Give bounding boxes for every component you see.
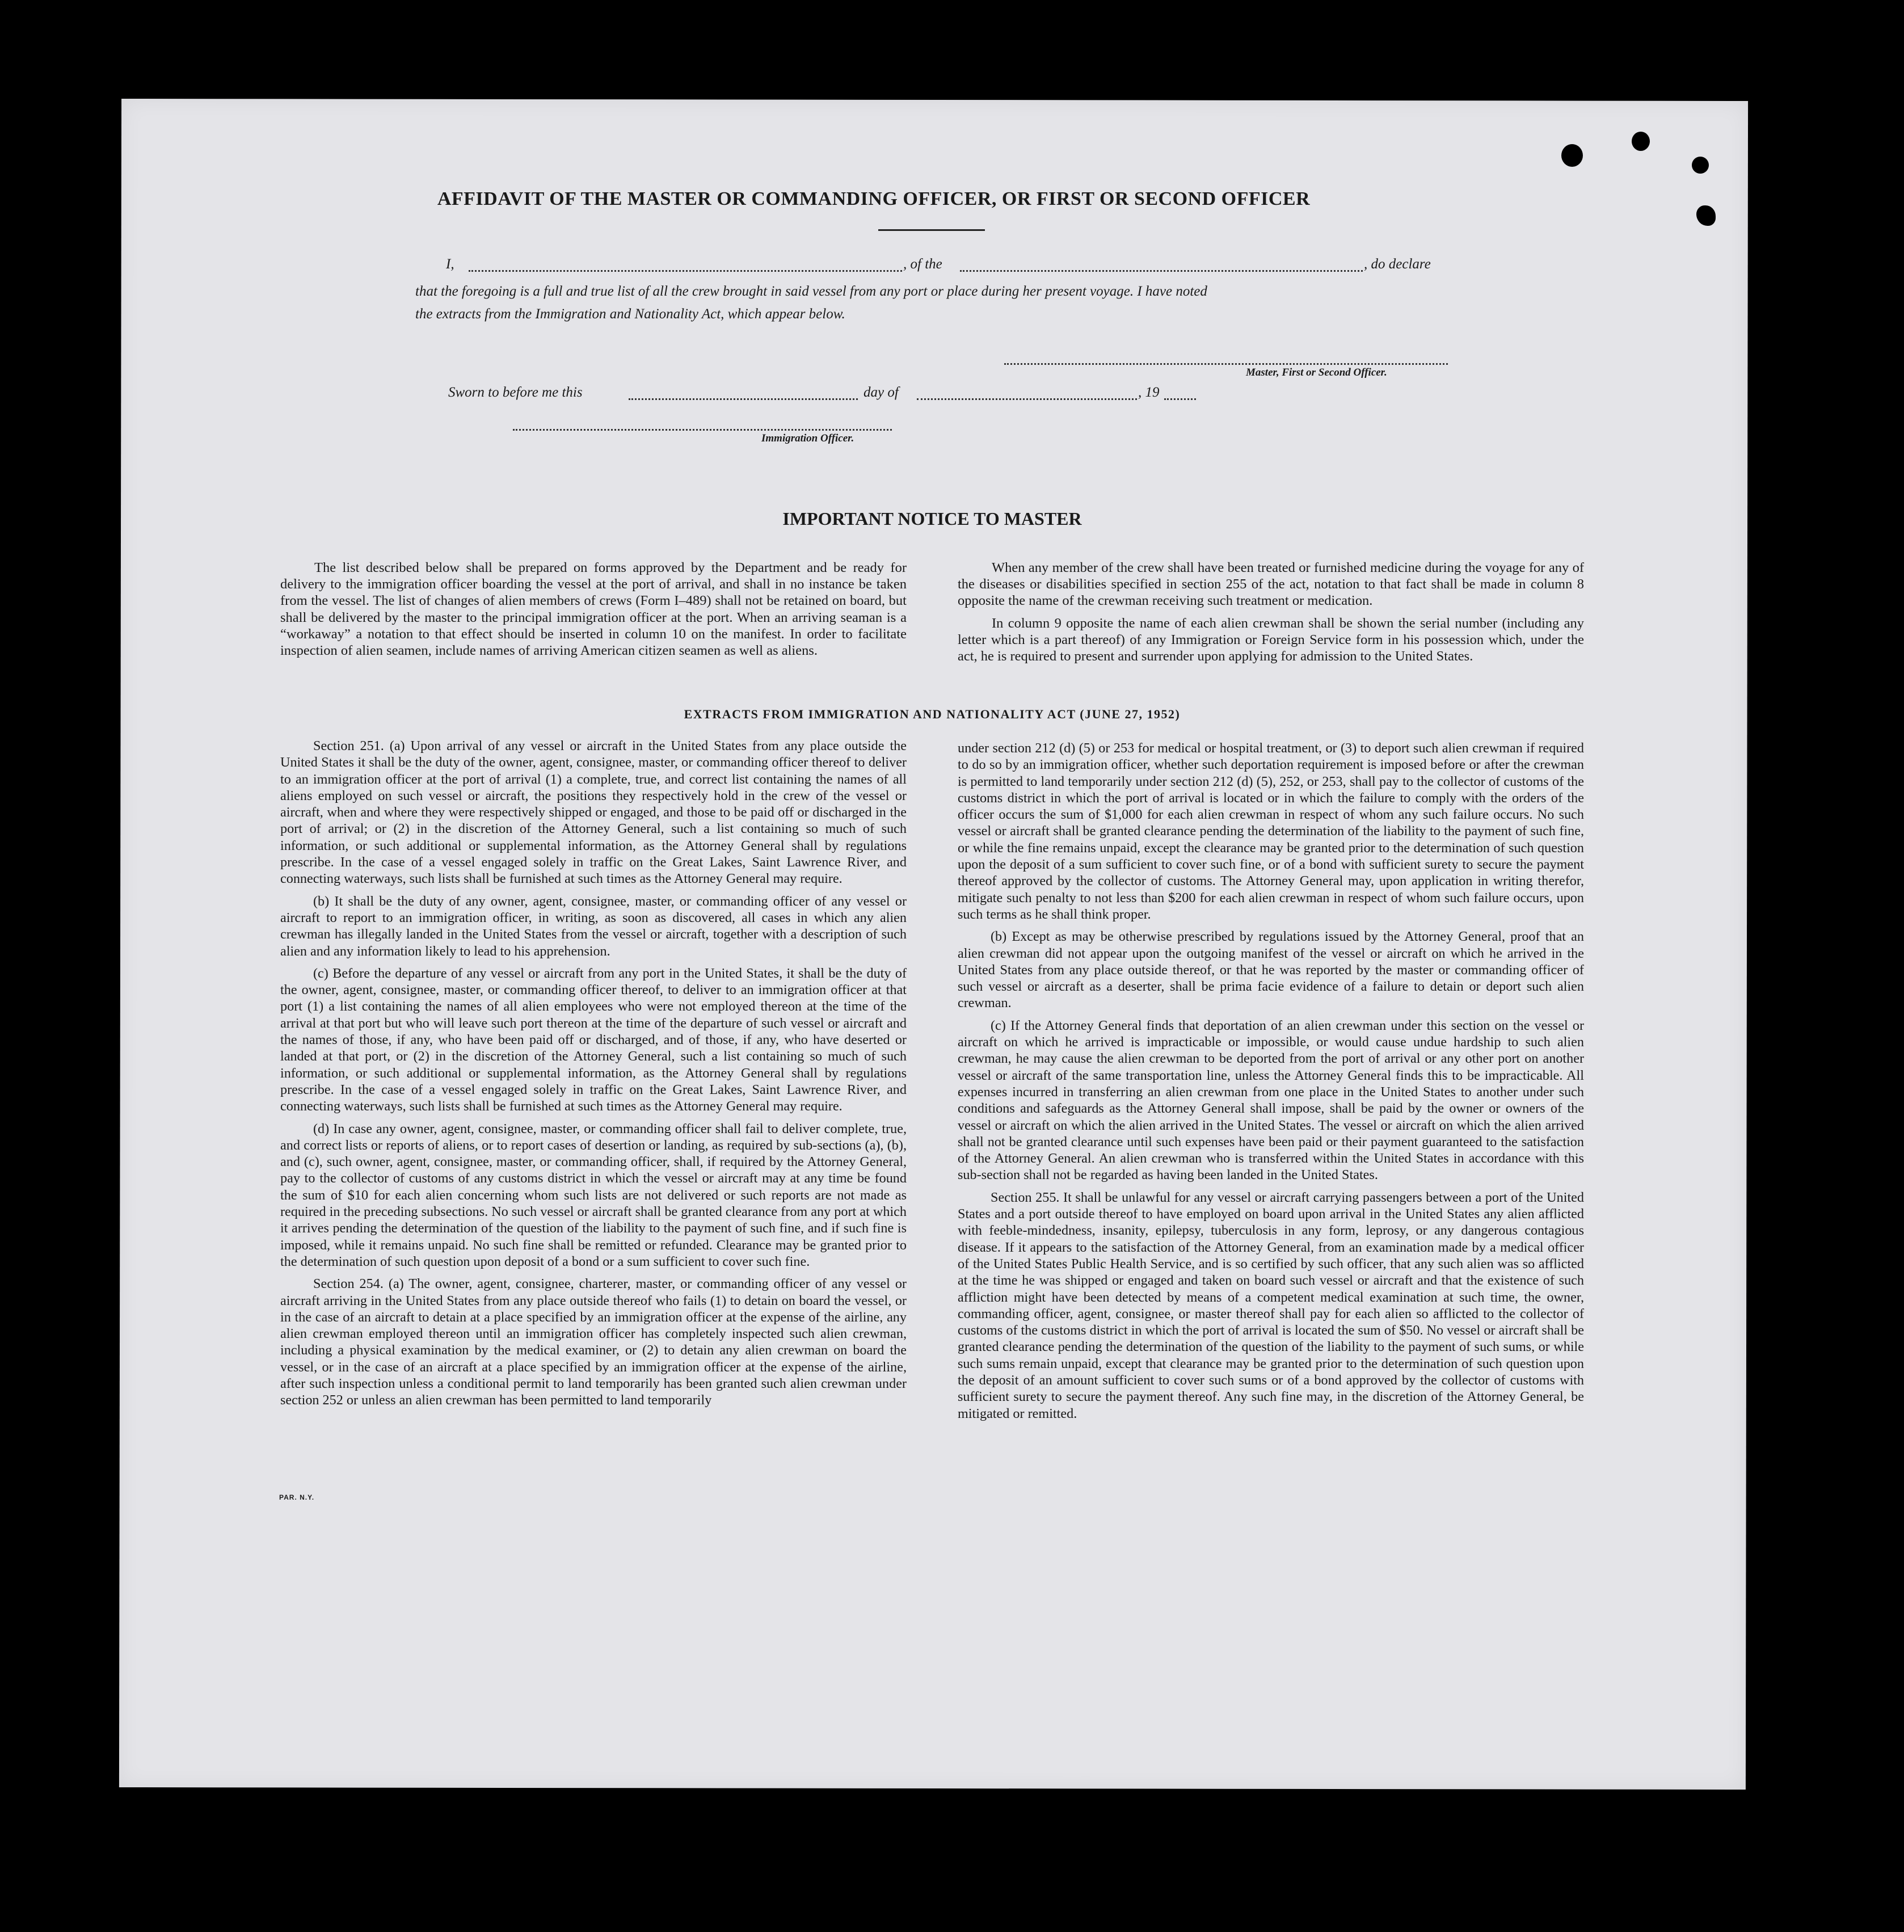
notice-right-block [958, 559, 1584, 670]
statement-line-1: that the foregoing is a full and true list of all the crew brought in said vessel from any port or place during her present voyage. I have noted [415, 284, 1207, 299]
notice-left-paragraph [280, 559, 907, 664]
section-254-b: (b) Except as may be otherwise prescribed by regulations issued by the Attorney General, proof that an alien crewman did not appear upon the outgoing manifest of the vessel or aircraft on which he arrived in the United States from any place outside thereof, or that he was reported by the master or commanding officer of such vessel or aircraft as a deserter, shall be prima facie evidence of a failure to detain or deport such alien crewman. [958, 929, 1584, 1011]
title-divider [878, 229, 985, 231]
section-251-d: (d) In case any owner, agent, consignee, master, or commanding officer shall fail to deliver complete, true, and correct lists or reports of aliens, or to report cases of desertion or landing, as required by sub-sections (a), (b), and (c), such owner, agent, consignee, master, or commanding officer, shall, if required by the Attorney General, pay to the collector of customs of any customs district in which the vessel or aircraft may at any time be found the sum of $10 for each alien concerning whom such lists are not delivered or such reports are not made as required in the preceding subsections. No such vessel or aircraft shall be granted clearance from any port at which it arrives pending the determination of the question of the liability to the payment of such fine, and if such fine is imposed, while it remains unpaid. No such fine shall be remitted or refunded. Clearance may be granted prior to the determination of such question upon deposit of a bond or a sum sufficient to cover such fine. [280, 1121, 907, 1269]
year-label: , 19 [1138, 385, 1160, 400]
day-of-label: day of [863, 385, 899, 400]
section-251-a: Section 251. (a) Upon arrival of any vessel or aircraft in the United States from any place outside the United States it shall be the duty of the owner, agent, consignee, master, or commanding officer thereof to deliver to an immigration officer at the port of arrival (1) a complete, true, and correct list containing the names of all aliens employed on such vessel or aircraft, the positions they respectively hold in the crew of the vessel or aircraft, when and where they were respectively shipped or engaged, and those to be paid off or discharged in the port of arrival; or (2) in the discretion of the Attorney General, such a list containing so much of such information, or such additional or supplemental information, as the Attorney General shall by regulations prescribe. In the case of a vessel engaged solely in traffic on the Great Lakes, Saint Lawrence River, and connecting waterways, such lists shall be furnished at such times as the Attorney General may require. [280, 738, 907, 887]
notice-right-text-2: In column 9 opposite the name of each alien crewman shall be shown the serial number (including any letter which is a part thereof) of any Immigration or Foreign Service form in his possession which, under the act, he is required to present and surrender upon applying for admission to the United States. [958, 615, 1584, 664]
section-255: Section 255. It shall be unlawful for any vessel or aircraft carrying passengers between a port of the United States and a port outside thereof to have employed on board upon arrival in the United States any alien afflicted with feeble-mindedness, insanity, epilepsy, tuberculosis in any form, leprosy, or any dangerous contagious disease. If it appears to the satisfaction of the Attorney General, from an examination made by a medical officer of the United States Public Health Service, and is so certified by such officer, that any such alien was so afflicted at the time he was shipped or engaged and taken on board such vessel or aircraft and that the existence of such affliction might have been detected by means of a competent medical examination at such time, the owner, commanding officer, agent, consignee, or master thereof shall pay for each alien so afflicted to the collector of customs of the customs district in which the port of arrival is located the sum of $50. No vessel or aircraft shall be granted clearance pending the determination of the question of the liability to the payment of such sums, or while such sums remain unpaid, except that clearance may be granted prior to the determination of such question upon the deposit of an amount sufficient to cover such sums or of a bond approved by the collector of customs with sufficient surety to secure the payment thereof. Any such fine may, in the discretion of the Attorney General, be mitigated or remitted. [958, 1189, 1584, 1421]
punch-hole-1 [1561, 144, 1583, 167]
extracts-heading: EXTRACTS FROM IMMIGRATION AND NATIONALITY ACT (JUNE 27, 1952) [684, 707, 1181, 721]
officer-signature-blank[interactable] [513, 429, 892, 431]
extracts-right-column [958, 740, 1584, 1428]
sworn-date-blank[interactable] [629, 398, 858, 400]
vessel-blank[interactable] [960, 270, 1363, 272]
punch-hole-3 [1692, 157, 1709, 174]
statement-line-2: the extracts from the Immigration and Nationality Act, which appear below. [415, 306, 845, 322]
master-signature-blank[interactable] [1004, 363, 1448, 365]
section-251-c: (c) Before the departure of any vessel or aircraft from any port in the United States, it shall be the duty of the owner, agent, consignee, master, or commanding officer thereof, to deliver to an immigration officer at that port (1) a list containing the names of all alien employees who were not employed thereon at the time of the arrival at that port but who will leave such port thereon at the time of the departure of such vessel or aircraft and the names of those, if any, who have been paid off or discharged, and of those, if any, who have deserted or landed at that port, or (2) in the discretion of the Attorney General, such a list containing so much of such information, or such additional or supplemental information, as the Attorney General shall by regulations prescribe. In the case of a vessel engaged solely in traffic on the Great Lakes, Saint Lawrence River, and connecting waterways, such lists shall be furnished at such times as the Attorney General may require. [280, 965, 907, 1114]
do-declare-label: , do declare [1364, 256, 1431, 272]
section-254-a-start: Section 254. (a) The owner, agent, consignee, charterer, master, or commanding officer of any vessel or aircraft arriving in the United States from any place outside thereof who fails (1) to detain on board the vessel, or in the case of an aircraft to detain at a place specified by an immigration officer at the expense of the airline, any alien crewman employed thereon until an immigration officer has completely inspected such alien crewman, including a physical examination by the medical examiner, or (2) to detain any alien crewman on board the vessel, or in the case of an aircraft at a place specified by an immigration officer at the expense of the airline, after such inspection unless a conditional permit to land temporarily has been granted such alien crewman under section 252 or unless an alien crewman has been permitted to land temporarily [280, 1276, 907, 1408]
sworn-label: Sworn to before me this [448, 385, 583, 400]
name-blank[interactable] [469, 270, 902, 272]
notice-right-text-1: When any member of the crew shall have been treated or furnished medicine during the voyage for any of the diseases or disabilities specified in section 255 of the act, notation to that fact shall be made in column 8 opposite the name of the crewman receiving such treatment or medication. [958, 560, 1584, 609]
page-title: AFFIDAVIT OF THE MASTER OR COMMANDING OFFICER, OR FIRST OR SECOND OFFICER [437, 188, 1311, 209]
master-signature-caption: Master, First or Second Officer. [1246, 367, 1387, 378]
section-251-b: (b) It shall be the duty of any owner, agent, consignee, master, or commanding officer of any vessel or aircraft to report to an immigration officer, in writing, as soon as discovered, all cases in which any alien crewman has illegally landed in the United States from the vessel or aircraft, together with a description of such alien and any information likely to lead to his apprehension. [280, 893, 907, 959]
i-label: I, [446, 256, 454, 272]
section-254-c: (c) If the Attorney General finds that deportation of an alien crewman under this section on the vessel or aircraft on which he arrived is impracticable or impossible, or would cause undue hardship to such alien crewman, he may cause the alien crewman to be deported from the port of arrival or any other port on another vessel or aircraft of the same transportation line, unless the Attorney General finds this to be impracticable. All expenses incurred in transferring an alien crewman from one place in the United States to another under such conditions and safeguards as the Attorney General shall impose, shall be paid by the owner or owners of the vessel or aircraft on which the alien arrived in the United States. The vessel or aircraft on which the alien arrived shall not be granted clearance until such expenses have been paid or their payment guaranteed to the satisfaction of the Attorney General. An alien crewman who is transferred within the United States in accordance with this sub-section shall not be regarded as having been landed in the United States. [958, 1017, 1584, 1183]
section-254-a-cont: under section 212 (d) (5) or 253 for medical or hospital treatment, or (3) to deport such alien crewman if required to do so by an immigration officer, whether such deportation requirement is imposed before or after the crewman is permitted to land temporarily under section 212 (d) (5), 252, or 253, shall pay to the collector of customs of the customs district in which the port of arrival is located or in which the failure to comply with the orders of the officer occurs the sum of $1,000 for each alien crewman in respect of whom any such failure occurs. No such vessel or aircraft shall be granted clearance pending the determination of the liability to the payment of such fine, or while the fine remains unpaid, except the clearance may be granted prior to the determination of such question upon the deposit of a sum sufficient to cover such fine, or of a bond with sufficient surety to secure the payment thereof approved by the collector of customs. The Attorney General may, upon application in writing therefor, mitigate such penalty to not less than $200 for each alien crewman in respect of whom such failure occurs, upon such terms as he shall think proper. [958, 740, 1584, 922]
officer-caption: Immigration Officer. [761, 432, 854, 444]
notice-left-text: The list described below shall be prepared on forms approved by the Department and be ready for delivery to the immigration officer boarding the vessel at the port of arrival, and shall in no instance be taken from the vessel. The list of changes of alien members of crews (Form I–489) shall not be retained on board, but shall be delivered by the master to the principal immigration officer at the port. When an arriving seaman is a “workaway” a notation to that effect should be inserted in column 10 on the manifest. In order to facilitate inspection of alien seamen, include names of arriving American citizen seamen as well as aliens. [280, 560, 907, 659]
punch-hole-2 [1632, 132, 1650, 151]
of-the-label: , of the [903, 256, 942, 272]
year-blank[interactable] [1164, 398, 1196, 400]
notice-title: IMPORTANT NOTICE TO MASTER [782, 508, 1082, 529]
month-blank[interactable] [917, 398, 1137, 400]
printer-mark: PAR. N.Y. [279, 1493, 315, 1501]
extracts-left-column [280, 738, 907, 1415]
